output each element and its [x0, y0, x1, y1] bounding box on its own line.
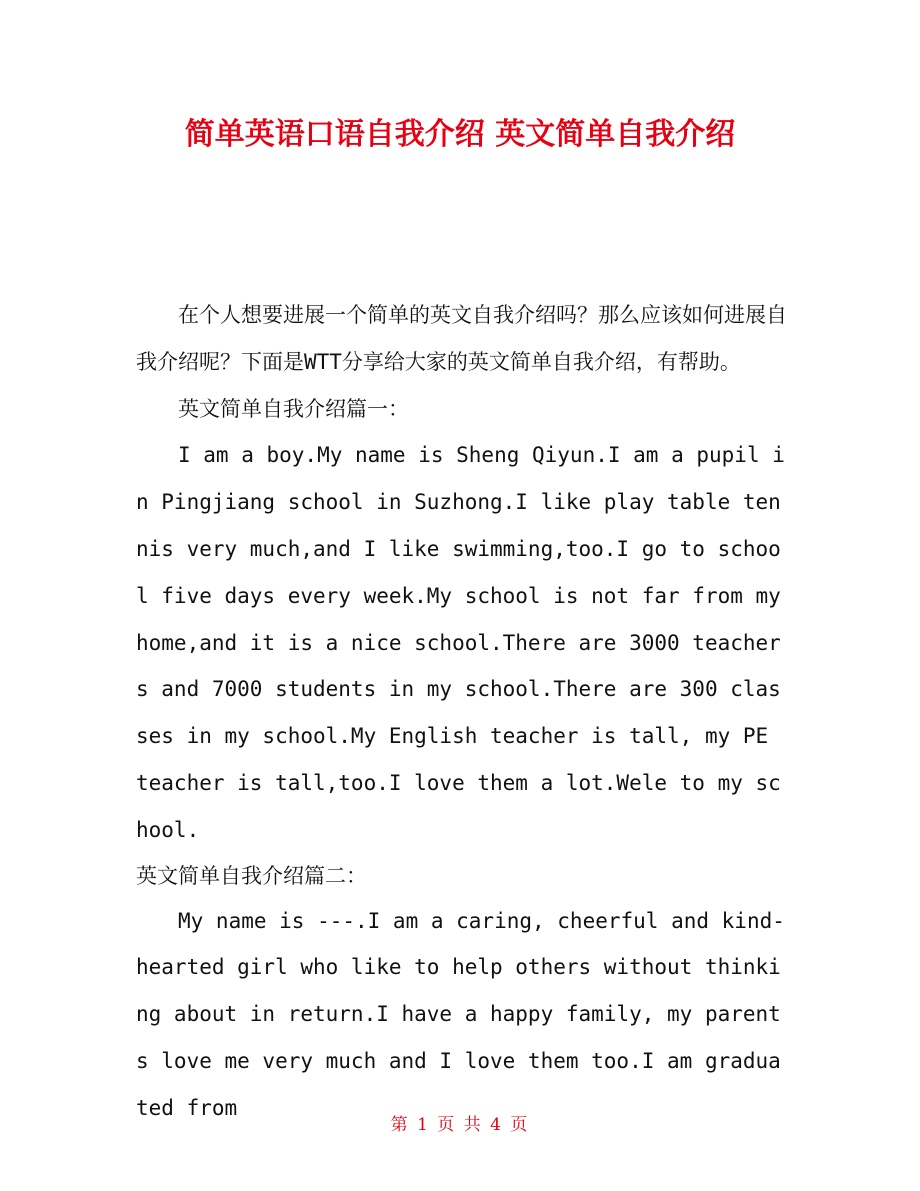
document-body: [136, 292, 788, 1132]
intro-paragraph: 在个人想要进展一个简单的英文自我介绍吗？那么应该如何进展自我介绍呢？下面是WTT分享给大家的英文简单自我介绍，有帮助。: [136, 303, 787, 374]
document-title: 简单英语口语自我介绍 英文简单自我介绍: [184, 117, 736, 152]
section-heading-2: 英文简单自我介绍篇二：: [136, 863, 367, 888]
page-footer: 第 1 页 共 4 页: [390, 1115, 530, 1135]
section-body-1: I am a boy.My name is Sheng Qiyun.I am a pupil in Pingjiang school in Suzhong.I like play table tennis very much,and I like swimming,too.I go to school five days every week.My school is not far from my home,and it is a nice school.There are 3000 teachers and 7000 students in my school.There are 300 classes in my school.My English teacher is tall, my PE teacher is tall,too.I love them a lot.Wele to my school.: [136, 443, 785, 842]
section-heading-1: 英文简单自我介绍篇一：: [178, 396, 409, 421]
section-body-2: My name is ---.I am a caring, cheerful and kind-hearted girl who like to help others without thinking about in return.I have a happy family, my parents love me very much and I love them too.I am graduated from: [136, 908, 785, 1120]
